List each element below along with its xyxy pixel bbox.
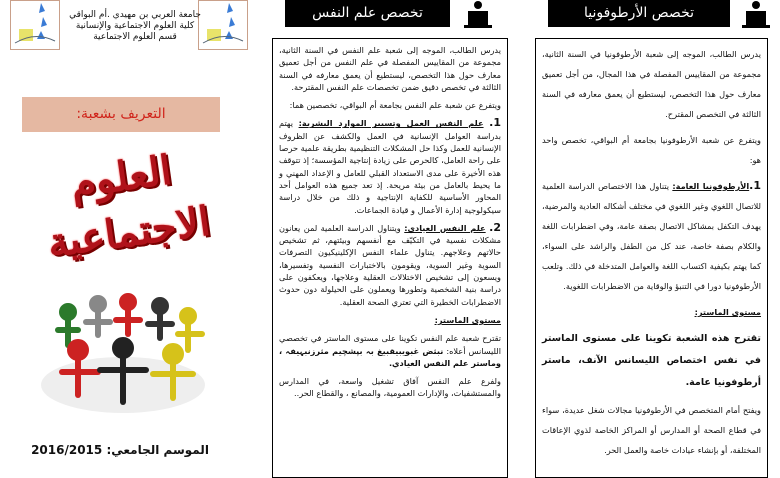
item-text: ويتناول الدراسة العلمية لمن يعانون مشكلات نفسية في التكيّف مع أنفسهم وبيئتهم، ثم تشخيص حالاتهم وعلاجهم. يتناول علماء النفس الإكلينيكيون التصرفات السوية وغير السوية، ويقومون بالاختبارات النفسية وتفسيرها، ويسعون إلى تشخيص الاختلالات العقلية وعلاجها، ويعكفون على دراسة بنية الشخصية وتطورها ويعملون على الحيلولة دون حدوث الاضطرابات الخطيرة التي تعتري الصحة العقلية. <box>279 222 501 307</box>
branches-text: ويتفرع عن شعبة الأرطوفونيا بجامعة أم البواقي، تخصص واحد هو: <box>542 135 761 165</box>
speaker-podium-icon <box>736 0 776 28</box>
item-number: 2. <box>489 220 501 234</box>
faculty-line: كلية العلوم الاجتماعية والإنسانية <box>75 21 195 31</box>
item-number: 1. <box>489 116 501 130</box>
master-text <box>279 332 501 369</box>
item-title: علم النفس العمل وتسيير الموارد البشرية: <box>298 118 484 129</box>
item-number: 1. <box>749 179 762 192</box>
master-text: تقترح هذه الشعبة تكوينا على مستوى الماستر في نفس اختصاص الليسانس الآنف، ماستر أرطوفونيا عامة. <box>542 333 761 388</box>
academic-season <box>10 443 230 457</box>
university-name <box>60 10 210 43</box>
master-specialty-1: نبثض غبويبيقبيغ بہ بپشچیم مثرزنبہیفہ ، <box>279 345 444 356</box>
item-text: يتناول هذا الاختصاص الدراسة العلمية للاتصال اللغوي وغير اللغوي في مختلف أشكاله العادية والمرضية، يهدف التكفل بمشاكل الاتصال بصفة عامة، وفي اضطرابات اللغة والكلام بصفة خاصة، عند كل من الطفل والراشد على السواء، كما يهتم بكيفية اكتساب اللغة والعوامل المتدخلة في ذلك. وتلعب الأرطوفونيا دورا في التنبؤ والوقاية من الاضطرابات اللغوية. <box>542 181 761 291</box>
item-title: علم النفس العيادي: <box>404 222 486 233</box>
item-text: يهتم بدراسة العوامل الإنسانية في العمل والكشف عن الظروف الإنسانية للعمل وكذا حل المشكلات التنظيمية بطريقة علمية حرصا على راحة العامل، كالحرص على زيادة إنتاجية المؤسسة؛ إذ تتوقف هذه الأخيرة على مدى الاستعداد القبلي للعامل و الإعداد المهني و ما يحيط بالعامل من بيئة مريحة. إذ تعد جميع هذه العوامل أحد المحاور الأساسية للكفاية الإنتاجية و ذلك من خلال دراسة سيكولوجية إدارة الأعمال و قيادة الجماعات. <box>279 118 501 215</box>
intro-text: يدرس الطالب، الموجه إلى شعبة علم النفس في السنة الثانية، مجموعة من المقاييس المفصلة في علم النفس من أجل تعميق معارف حول هذا التخصص، ليستطيع أن يعمق معارفه في السنة الثالثة في تخصص دقيق ضمن تخصصات علم النفس المقترحة. <box>279 45 501 92</box>
jobs-text: ويفتح أمام المتخصص في الأرطوفونيا مجالات شغل عديدة، سواء في قطاع الصحة أو المدارس أو المراكز الخاصة لذوي الإعاقات المختلفة، أو بإنشاء عيادات خاصة والعمل الحر. <box>542 405 761 455</box>
master-specialty-2: وماستر علم النفس العيادي. <box>388 357 501 368</box>
calligraphy-title: العلوم الاجتماعية <box>44 146 214 267</box>
university-logo-left <box>10 0 60 50</box>
specialty-item <box>279 117 501 215</box>
master-desc: تقترح شعبة علم النفس تكوينا على مستوى الماستر في تخصصي الليسانس أعلاه: <box>279 333 501 356</box>
psychology-content <box>272 38 508 478</box>
orthophony-content <box>535 38 768 478</box>
psychology-header: تخصص علم النفس <box>285 0 450 27</box>
intro-text: يدرس الطالب، الموجه إلى شعبة الأرطوفونيا في السنة الثانية، مجموعة من المقاييس المفصلة في هذا المجال، من أجل تعميق معارف حول هذا التخصص، ليستطيع أن يعمق معارفه في السنة الثالثة في التخصص المقترح. <box>542 49 761 119</box>
university-line: جامعة العربي بن مهيدي .أم البواقي <box>69 10 201 20</box>
specialty-item <box>279 222 501 308</box>
intro-title: التعريف بشعبة: <box>22 97 220 132</box>
branches-text: ويتفرع عن شعبة علم النفس بجامعة أم البواقي، تخصصين هما: <box>289 100 501 111</box>
jobs-text: ولفرع علم النفس آفاق تشغيل واسعة، في المدارس والمستشفيات، والإدارات العمومية، والمصانع ، والقطاع الحر.. <box>279 376 501 399</box>
item-title: الأرطوفونيا العامة: <box>672 181 750 191</box>
speaker-podium-icon <box>458 0 498 28</box>
master-title: مستوى الماستر: <box>694 307 761 317</box>
department-line: قسم العلوم الاجتماعية <box>93 32 177 42</box>
season-label: الموسم الجامعي: <box>106 443 209 457</box>
season-value: 2016/2015 <box>31 443 103 457</box>
people-circle-image <box>38 290 208 415</box>
specialty-item <box>542 176 761 296</box>
master-title: مستوى الماستر: <box>434 314 501 325</box>
orthophony-header: تخصص الأرطوفونيا <box>548 0 730 27</box>
